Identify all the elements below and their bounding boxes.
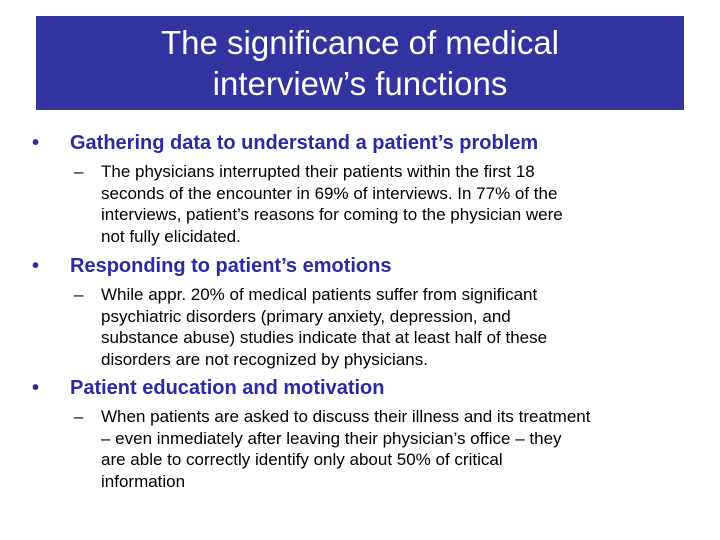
bullet-dot: • — [32, 377, 40, 399]
sub-bullet — [74, 161, 563, 247]
sub-bullet-line: While appr. 20% of medical patients suffer from significant — [101, 285, 538, 304]
bullet-text: Gathering data to understand a patient’s problem — [70, 132, 539, 154]
sub-bullet-line: seconds of the encounter in 69% of interviews. In 77% of the — [101, 183, 558, 203]
sub-bullet-dash: – — [74, 162, 84, 181]
sub-bullet — [74, 284, 547, 370]
sub-bullet-dash: – — [74, 285, 84, 304]
sub-bullet-line: When patients are asked to discuss their illness and its treatment — [101, 407, 591, 426]
sub-bullet-line: – even inmediately after leaving their physician’s office – they — [101, 428, 562, 448]
sub-bullet — [74, 406, 590, 492]
bullet-dot: • — [32, 132, 40, 154]
sub-bullet-line: information — [101, 471, 186, 491]
slide-title-line-2: interview’s functions — [212, 65, 508, 102]
bullet-text: Patient education and motivation — [70, 377, 385, 399]
sub-bullet-line: are able to correctly identify only about 50% of critical — [101, 450, 503, 469]
sub-bullet-line: The physicians interrupted their patients within the first 18 — [101, 162, 535, 181]
sub-bullet-dash: – — [74, 407, 84, 426]
sub-bullet-line: psychiatric disorders (primary anxiety, depression, and — [101, 306, 511, 326]
sub-bullet-line: interviews, patient’s reasons for coming to the physician were — [101, 205, 563, 224]
bullet-dot: • — [32, 255, 40, 277]
sub-bullet-line: not fully elicidated. — [101, 226, 241, 246]
bullet-text: Responding to patient’s emotions — [70, 255, 392, 277]
slide-title-line-1: The significance of medical — [160, 24, 560, 61]
sub-bullet-line: disorders are not recognized by physicians. — [101, 349, 428, 369]
sub-bullet-line: substance abuse) studies indicate that at least half of these — [101, 328, 548, 347]
